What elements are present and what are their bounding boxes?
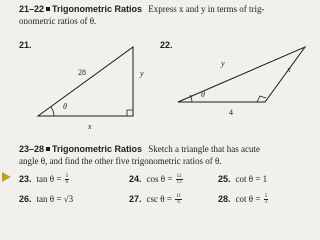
exercise-26: 26. tan θ = √3: [19, 194, 74, 204]
section-instruction-cont: onometric ratios of θ.: [19, 16, 97, 26]
side-y-label-21: y: [140, 69, 144, 78]
hyp-label-21: 28: [78, 68, 86, 77]
section-range: 23–28: [19, 144, 45, 154]
exercise-25: 25. cot θ = 1: [218, 174, 268, 184]
side-x-label-22: x: [287, 65, 291, 74]
exercise-27: 27. csc θ = $\frac{11}{6}$: [129, 194, 181, 206]
fraction: $\frac{5}{6}$: [65, 174, 69, 186]
angle-label-22: θ: [201, 90, 205, 99]
section-title: Trigonometric Ratios: [52, 144, 143, 154]
angle-label-21: θ: [63, 102, 67, 111]
side-x-label-21: x: [88, 122, 92, 131]
exercise-24: 24. cos θ = $\frac{12}{13}$: [129, 174, 182, 186]
highlight-arrow-icon: [2, 172, 11, 182]
problem-21-number: 21.: [19, 40, 32, 50]
fraction: $\frac{11}{6}$: [176, 194, 181, 206]
triangle-22: [178, 47, 305, 117]
fraction: $\frac{12}{13}$: [176, 174, 182, 186]
exercise-28: 28. cot θ = $\frac{5}{3}$: [218, 194, 268, 206]
section-instruction: Express x and y in terms of trig-: [148, 4, 265, 14]
fraction: $\frac{5}{3}$: [264, 194, 268, 206]
triangle-21: [38, 47, 144, 131]
square-bullet-icon: [46, 147, 50, 151]
problem-22-number: 22.: [160, 40, 173, 50]
section-title: Trigonometric Ratios: [52, 4, 143, 14]
section-23-28-header: [19, 144, 260, 155]
section-instruction: Sketch a triangle that has acute: [148, 144, 261, 154]
base-label-22: 4: [229, 108, 233, 117]
side-y-label-22: y: [221, 59, 225, 68]
section-range: 21–22: [19, 4, 45, 14]
section-instruction-cont: angle θ, and find the other five trigonometric ratios of θ.: [19, 156, 222, 166]
exercise-23: 23. tan θ = $\frac{5}{6}$: [19, 174, 69, 186]
